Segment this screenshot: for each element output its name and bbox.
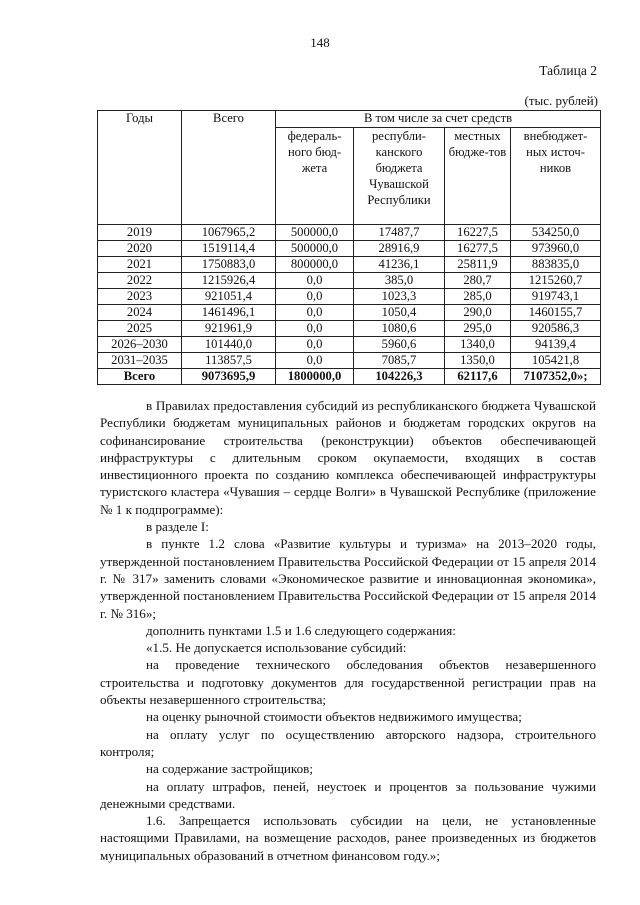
cell-federal: 0,0 (276, 353, 354, 369)
paragraph: в пункте 1.2 слова «Развитие культуры и туризма» на 2013–2020 годы, утвержденной постановлением Правительства Российской Федерации от 15 апреля 2014 г. № 317» заменить словами «Экономическое развитие и инновационная экономика», утвержденной постановлением Правительства Российской Федерации от 15 апреля 2014 г. № 316»; (100, 536, 596, 621)
cell-total: 1519114,4 (182, 241, 276, 257)
cell-extrabudgetary: 7107352,0»; (511, 369, 601, 385)
cell-total: 1461496,1 (182, 305, 276, 321)
cell-republican: 5960,6 (354, 337, 445, 353)
paragraph: на оплату штрафов, пеней, неустоек и процентов за пользование чужими денежными средствами. (100, 778, 596, 811)
header-total: Всего (182, 111, 276, 225)
cell-extrabudgetary: 105421,8 (511, 353, 601, 369)
cell-federal: 0,0 (276, 289, 354, 305)
cell-federal: 500000,0 (276, 225, 354, 241)
cell-local: 1350,0 (445, 353, 511, 369)
paragraph: в разделе I: (146, 519, 209, 535)
paragraph: на проведение технического обследования объектов незавершенного строительства и подготовку документов для государственной регистрации прав на объекты незавершенного строительства; (100, 657, 596, 708)
cell-extrabudgetary: 1460155,7 (511, 305, 601, 321)
header-federal: федераль-ного бюд-жета (276, 128, 354, 225)
table-row (98, 321, 601, 337)
table-row (98, 225, 601, 241)
table-row (98, 289, 601, 305)
cell-extrabudgetary: 1215260,7 (511, 273, 601, 289)
header-years: Годы (98, 111, 182, 225)
cell-republican: 17487,7 (354, 225, 445, 241)
cell-year: 2025 (98, 321, 182, 337)
paragraph: «1.5. Не допускается использование субсидий: (146, 640, 407, 656)
cell-republican: 1023,3 (354, 289, 445, 305)
cell-year: 2024 (98, 305, 182, 321)
cell-local: 1340,0 (445, 337, 511, 353)
cell-federal: 0,0 (276, 273, 354, 289)
cell-total: 921961,9 (182, 321, 276, 337)
cell-federal: 0,0 (276, 321, 354, 337)
units-label: (тыс. рублей) (524, 93, 598, 108)
cell-local: 16277,5 (445, 241, 511, 257)
table-row (98, 273, 601, 289)
cell-republican: 1080,6 (354, 321, 445, 337)
table-total-row (98, 369, 601, 385)
table-row (98, 353, 601, 369)
paragraph: 1.6. Запрещается использовать субсидии на цели, не установленные настоящими Правилами, на возмещение расходов, ранее произведенных из бюджетов муниципальных образований в отчетном финансовом году.»; (100, 813, 596, 863)
document-body (100, 397, 596, 864)
cell-year: 2022 (98, 273, 182, 289)
cell-total: 113857,5 (182, 353, 276, 369)
cell-total: 1067965,2 (182, 225, 276, 241)
cell-republican: 7085,7 (354, 353, 445, 369)
header-group: В том числе за счет средств (276, 111, 601, 128)
cell-extrabudgetary: 534250,0 (511, 225, 601, 241)
funding-table (97, 110, 601, 385)
page-number: 148 (310, 35, 330, 50)
cell-local: 295,0 (445, 321, 511, 337)
cell-total: 921051,4 (182, 289, 276, 305)
cell-total: 1215926,4 (182, 273, 276, 289)
cell-year: 2023 (98, 289, 182, 305)
cell-federal: 1800000,0 (276, 369, 354, 385)
cell-extrabudgetary: 883835,0 (511, 257, 601, 273)
cell-local: 290,0 (445, 305, 511, 321)
cell-federal: 0,0 (276, 305, 354, 321)
cell-local: 25811,9 (445, 257, 511, 273)
cell-total: 9073695,9 (182, 369, 276, 385)
cell-republican: 104226,3 (354, 369, 445, 385)
table-row (98, 241, 601, 257)
cell-republican: 1050,4 (354, 305, 445, 321)
cell-local: 16227,5 (445, 225, 511, 241)
cell-total-label: Всего (98, 369, 182, 385)
table-caption: Таблица 2 (539, 63, 597, 78)
table-row (98, 305, 601, 321)
cell-federal: 800000,0 (276, 257, 354, 273)
cell-extrabudgetary: 973960,0 (511, 241, 601, 257)
header-republican: республи-канского бюджета Чувашской Республики (354, 128, 445, 225)
table-row (98, 337, 601, 353)
cell-extrabudgetary: 919743,1 (511, 289, 601, 305)
paragraph: на оценку рыночной стоимости объектов недвижимого имущества; (146, 709, 522, 725)
paragraph: на оплату услуг по осуществлению авторского надзора, строительного контроля; (100, 726, 596, 759)
cell-total: 1750883,0 (182, 257, 276, 273)
cell-year: 2031–2035 (98, 353, 182, 369)
paragraph: на содержание застройщиков; (146, 761, 313, 777)
cell-republican: 41236,1 (354, 257, 445, 273)
cell-republican: 385,0 (354, 273, 445, 289)
header-local: местных бюдже-тов (445, 128, 511, 225)
cell-republican: 28916,9 (354, 241, 445, 257)
table-row (98, 257, 601, 273)
cell-year: 2026–2030 (98, 337, 182, 353)
cell-year: 2019 (98, 225, 182, 241)
cell-extrabudgetary: 94139,4 (511, 337, 601, 353)
paragraph: дополнить пунктами 1.5 и 1.6 следующего содержания: (146, 622, 456, 638)
cell-federal: 500000,0 (276, 241, 354, 257)
cell-total: 101440,0 (182, 337, 276, 353)
cell-local: 285,0 (445, 289, 511, 305)
cell-extrabudgetary: 920586,3 (511, 321, 601, 337)
cell-local: 280,7 (445, 273, 511, 289)
paragraph: в Правилах предоставления субсидий из республиканского бюджета Чувашской Республики бюджетам муниципальных районов и бюджетам городских округов на софинансирование строительства (реконструкции) объектов обеспечивающей инфраструктуры с длительным сроком окупаемости, входящих в состав инвестиционного проекта по созданию комплекса обеспечивающей инфраструктуры туристского кластера «Чувашия – сердце Волги» в Чувашской Республике (приложение № 1 к подпрограмме): (100, 398, 596, 517)
cell-year: 2021 (98, 257, 182, 273)
header-extrabudgetary: внебюджет-ных источ-ников (511, 128, 601, 225)
cell-year: 2020 (98, 241, 182, 257)
cell-federal: 0,0 (276, 337, 354, 353)
cell-local: 62117,6 (445, 369, 511, 385)
